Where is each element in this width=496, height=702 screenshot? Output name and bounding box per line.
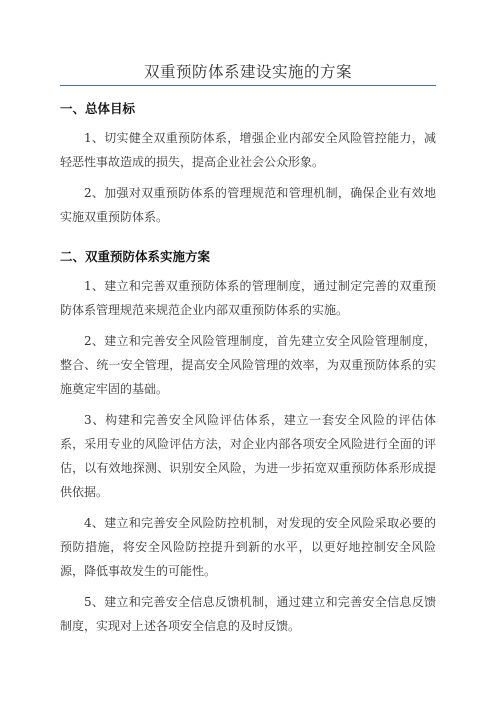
paragraph: 2、建立和完善安全风险管理制度，首先建立安全风险管理制度，整合、统一安全管理，提高安全风险管理的效率，为双重预防体系的实施奠定牢固的基础。 [60,334,436,396]
paragraph: 3、构建和完善安全风险评估体系，建立一套安全风险的评估体系，采用专业的风险评估方法，对企业内部各项安全风险进行全面的评估，以有效地探测、识别安全风险，为进一步拓宽双重预防体系形成提供依据。 [60,413,436,499]
section-implementation-plan [60,248,436,638]
paragraph: 1、切实健全双重预防体系，增强企业内部安全风险管控能力，减轻恶性事故造成的损失，提高企业社会公众形象。 [60,131,436,169]
paragraph: 2、加强对双重预防体系的管理规范和管理机制，确保企业有效地实施双重预防体系。 [60,186,436,224]
title-divider [60,85,436,86]
section-heading: 一、总体目标 [60,101,136,116]
document-body [60,94,436,645]
paragraph: 1、建立和完善双重预防体系的管理制度，通过制定完善的双重预防体系管理规范来规范企业内部双重预防体系的实施。 [60,279,436,317]
section-overall-goal [60,100,436,229]
paragraph: 5、建立和完善安全信息反馈机制，通过建立和完善安全信息反馈制度，实现对上述各项安全信息的及时反馈。 [60,595,436,633]
document-title: 双重预防体系建设实施的方案 [143,63,352,81]
paragraph: 4、建立和完善安全风险防控机制，对发现的安全风险采取必要的预防措施，将安全风险防控提升到新的水平，以更好地控制安全风险源，降低事故发生的可能性。 [60,516,436,578]
section-heading: 二、双重预防体系实施方案 [60,249,211,264]
